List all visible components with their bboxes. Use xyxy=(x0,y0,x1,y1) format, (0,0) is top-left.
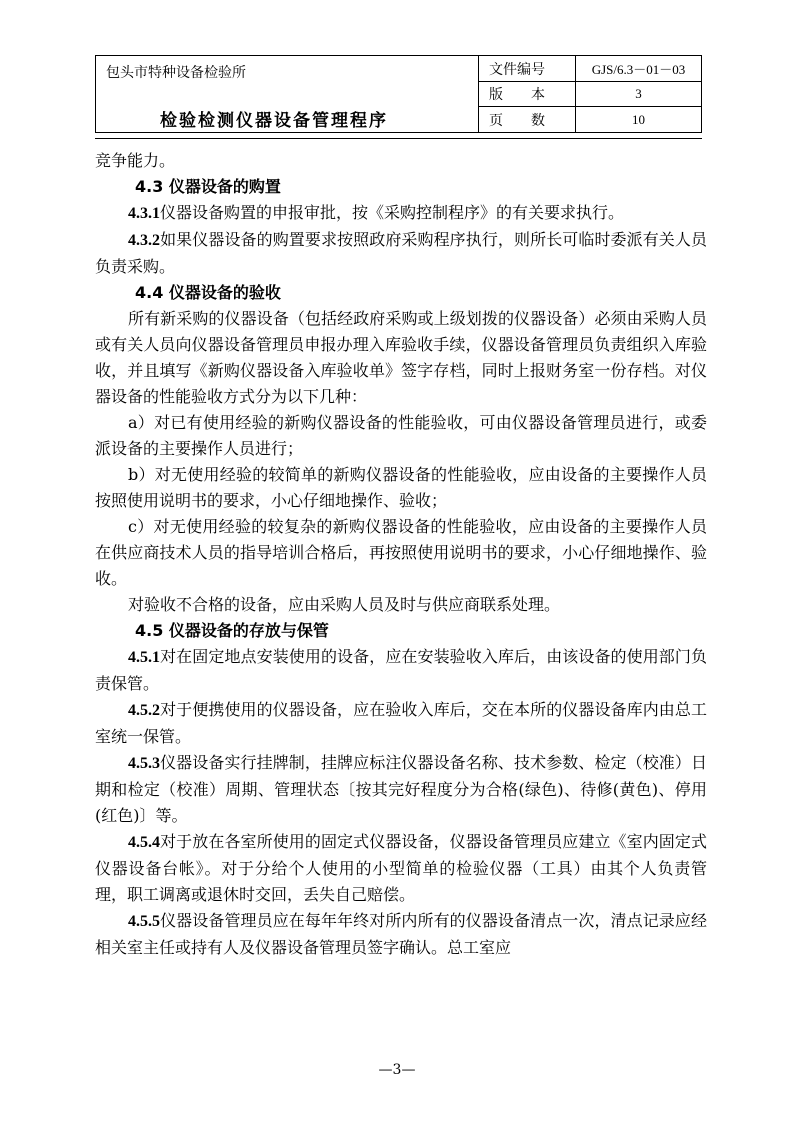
section-heading-4-4: 4.4 仪器设备的验收 xyxy=(135,283,281,302)
paragraph-4-3-2 xyxy=(95,227,707,280)
page-count-value: 10 xyxy=(576,107,702,133)
clause-number: 4.5.5 xyxy=(128,913,160,930)
document-title: 检验检测仪器设备管理程序 xyxy=(160,111,388,131)
paragraph-text: 仪器设备管理员应在每年年终对所内所有的仪器设备清点一次，清点记录应经相关室主任或持有人及仪器设备管理员签字确认。总工室应 xyxy=(95,911,707,957)
section-heading-4-5: 4.5 仪器设备的存放与保管 xyxy=(135,621,329,640)
paragraph-4-5-2 xyxy=(95,697,707,750)
clause-number: 4.3.1 xyxy=(128,205,160,222)
header-org-cell xyxy=(96,56,479,133)
document-body xyxy=(95,148,707,961)
clause-number: 4.5.3 xyxy=(128,755,160,772)
item-b: b）对无使用经验的较简单的新购仪器设备的性能验收，应由设备的主要操作人员按照使用说明书的要求，小心仔细地操作、验收； xyxy=(95,465,707,510)
paragraph-4-5-3 xyxy=(95,750,707,829)
paragraph-4-5-4 xyxy=(95,829,707,908)
clause-number: 4.5.1 xyxy=(128,649,160,666)
paragraph-text: 对于便携使用的仪器设备，应在验收入库后，交在本所的仪器设备库内由总工室统一保管。 xyxy=(95,700,707,746)
paragraph-4-5-5 xyxy=(95,908,707,961)
section-heading-4-3: 4.3 仪器设备的购置 xyxy=(135,177,281,196)
header-table xyxy=(95,55,702,133)
clause-number: 4.5.4 xyxy=(128,834,160,851)
paragraph-text: 对在固定地点安装使用的设备，应在安装验收入库后，由该设备的使用部门负责保管。 xyxy=(95,647,707,693)
version-value: 3 xyxy=(576,82,702,107)
version-label: 版 本 xyxy=(479,82,576,107)
paragraph-4-4-end: 对验收不合格的设备，应由采购人员及时与供应商联系处理。 xyxy=(128,595,561,614)
clause-number: 4.3.2 xyxy=(128,232,160,249)
clause-number: 4.5.2 xyxy=(128,702,160,719)
paragraph-4-4-intro: 所有新采购的仪器设备（包括经政府采购或上级划拨的仪器设备）必须由采购人员或有关人员向仪器设备管理员申报办理入库验收手续，仪器设备管理员负责组织入库验收，并且填写《新购仪器设备入库验收单》签字存档，同时上报财务室一份存档。对仪器设备的性能验收方式分为以下几种： xyxy=(95,309,707,406)
paragraph-text: 仪器设备实行挂牌制，挂牌应标注仪器设备名称、技术参数、检定（校准）日期和检定（校准）周期、管理状态〔按其完好程度分为合格(绿色)、待修(黄色)、停用(红色)〕等。 xyxy=(95,753,707,825)
item-c: c）对无使用经验的较复杂的新购仪器设备的性能验收，应由设备的主要操作人员在供应商技术人员的指导培训合格后，再按照使用说明书的要求，小心仔细地操作、验收。 xyxy=(95,517,707,588)
doc-number-value: GJS/6.3－01－03 xyxy=(576,56,702,82)
header-divider xyxy=(95,138,702,139)
paragraph-4-5-1 xyxy=(95,644,707,697)
paragraph-4-3-1 xyxy=(95,200,707,227)
continued-text: 竞争能力。 xyxy=(95,151,176,170)
page-number: —3— xyxy=(378,1062,416,1078)
item-a: a）对已有使用经验的新购仪器设备的性能验收，可由仪器设备管理员进行，或委派设备的主要操作人员进行； xyxy=(95,413,707,458)
paragraph-text: 如果仪器设备的购置要求按照政府采购程序执行，则所长可临时委派有关人员负责采购。 xyxy=(95,230,707,276)
page-count-label: 页 数 xyxy=(479,107,576,133)
paragraph-text: 对于放在各室所使用的固定式仪器设备，仪器设备管理员应建立《室内固定式仪器设备台帐》。对于分给个人使用的小型简单的检验仪器（工具）由其个人负责管理，职工调离或退休时交回，丢失自己赔偿。 xyxy=(95,832,707,904)
org-name: 包头市特种设备检验所 xyxy=(106,65,246,81)
doc-number-label: 文件编号 xyxy=(479,56,576,82)
paragraph-text: 仪器设备购置的申报审批，按《采购控制程序》的有关要求执行。 xyxy=(160,203,625,222)
